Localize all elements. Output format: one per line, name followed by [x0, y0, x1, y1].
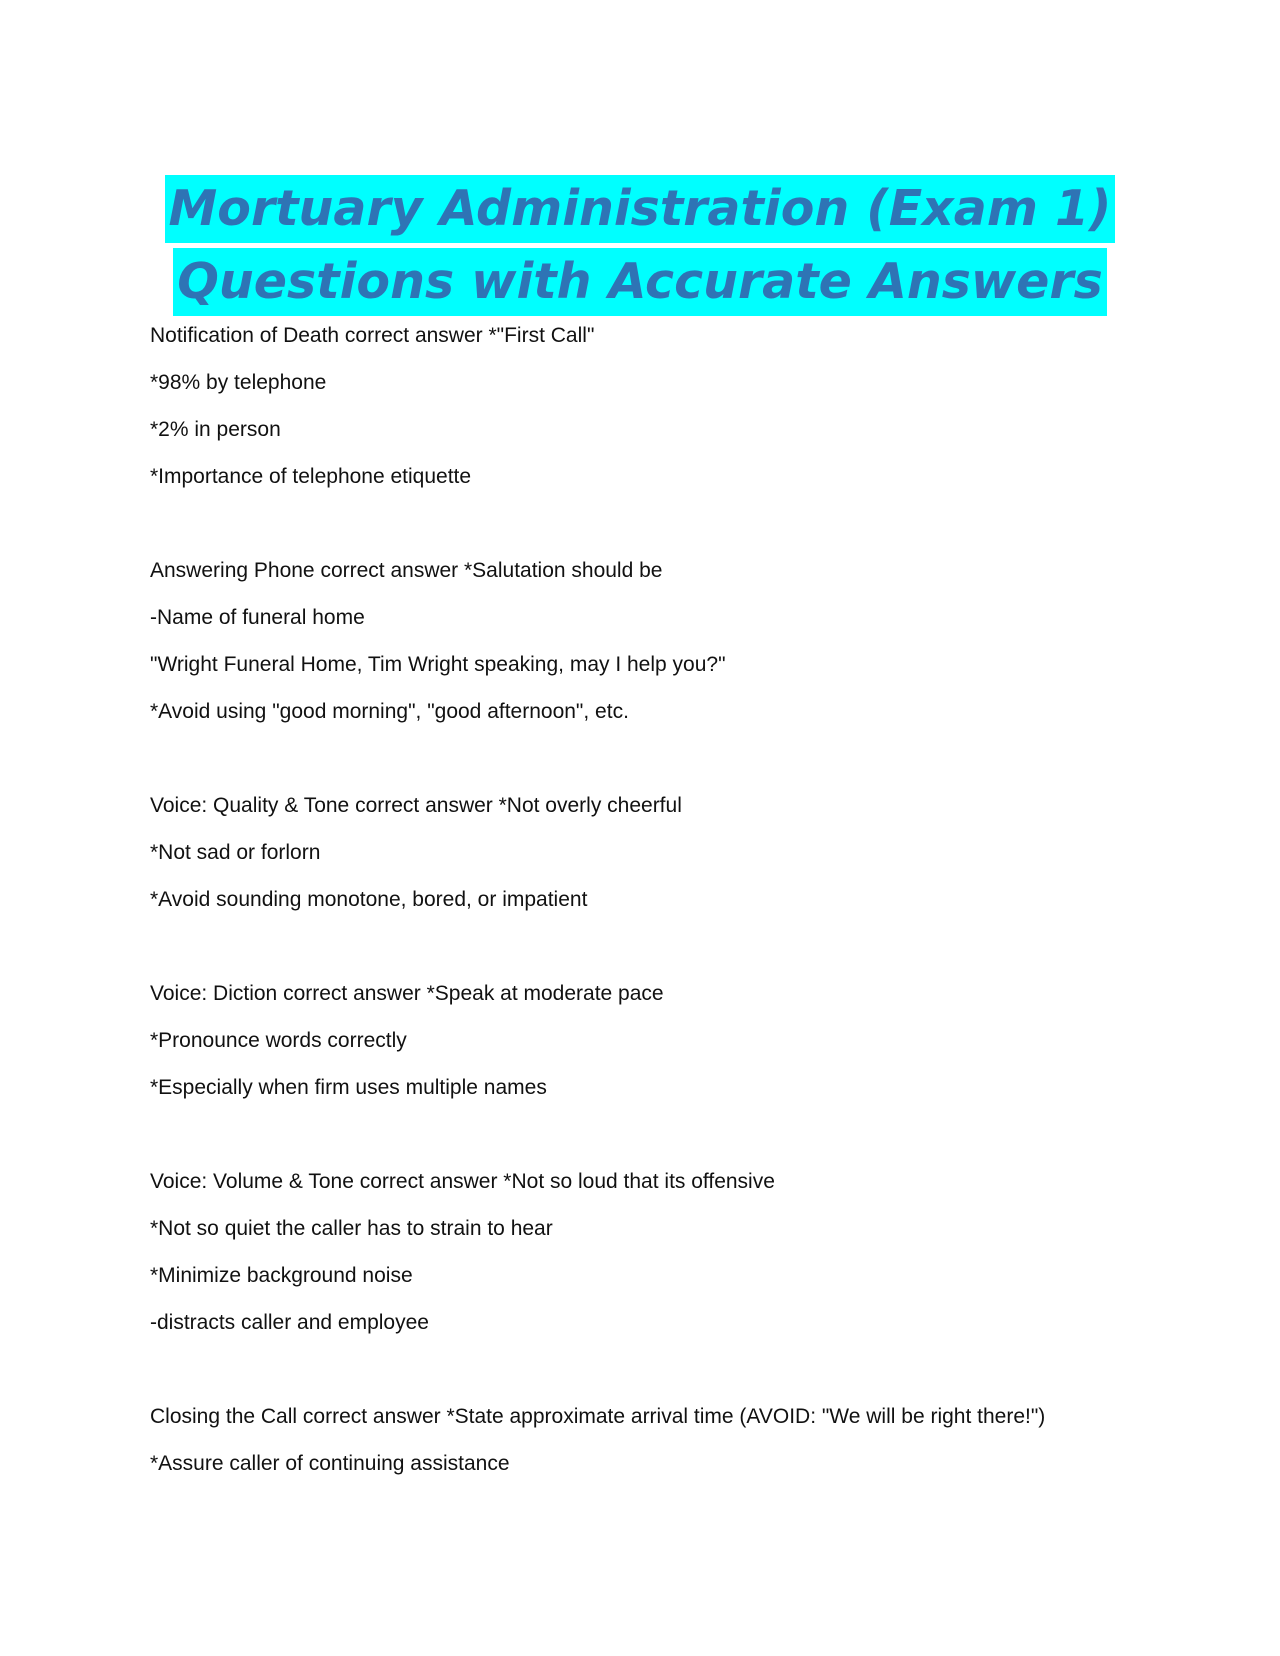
section-gap — [150, 741, 1150, 788]
question-line: Voice: Volume & Tone correct answer *Not so loud that its offensive — [150, 1170, 775, 1193]
question-line: Closing the Call correct answer *State approximate arrival time (AVOID: "We will be right there!") — [150, 1405, 1046, 1428]
answer-line: *Minimize background noise — [150, 1264, 413, 1287]
document-body — [150, 318, 1150, 1493]
answer-line: *Avoid sounding monotone, bored, or impatient — [150, 888, 588, 911]
answer-line: *Not sad or forlorn — [150, 841, 321, 864]
section-gap — [150, 1117, 1150, 1164]
answer-line: *Avoid using "good morning", "good afternoon", etc. — [150, 700, 629, 723]
question-line: Answering Phone correct answer *Salutation should be — [150, 559, 663, 582]
answer-line: *Importance of telephone etiquette — [150, 465, 472, 488]
qa-section-voice-diction — [150, 976, 1150, 1117]
document-title — [0, 175, 1280, 321]
answer-line: *2% in person — [150, 418, 281, 441]
answer-line: *Assure caller of continuing assistance — [150, 1452, 510, 1475]
answer-line: *Especially when firm uses multiple names — [150, 1076, 547, 1099]
qa-section-closing-call — [150, 1399, 1150, 1493]
answer-line: "Wright Funeral Home, Tim Wright speaking, may I help you?" — [150, 653, 726, 676]
answer-line: *98% by telephone — [150, 371, 327, 394]
qa-section-first-call — [150, 318, 1150, 506]
section-gap — [150, 929, 1150, 976]
question-line: Notification of Death correct answer *"First Call" — [150, 324, 595, 347]
title-line-1: Mortuary Administration (Exam 1) — [165, 175, 1116, 243]
answer-line: -Name of funeral home — [150, 606, 365, 629]
title-line-2: Questions with Accurate Answers — [173, 248, 1107, 316]
question-line: Voice: Diction correct answer *Speak at moderate pace — [150, 982, 664, 1005]
qa-section-answering-phone — [150, 553, 1150, 741]
qa-section-voice-volume — [150, 1164, 1150, 1352]
answer-line: *Pronounce words correctly — [150, 1029, 407, 1052]
question-line: Voice: Quality & Tone correct answer *Not overly cheerful — [150, 794, 682, 817]
answer-line: -distracts caller and employee — [150, 1311, 429, 1334]
qa-section-voice-quality — [150, 788, 1150, 929]
answer-line: *Not so quiet the caller has to strain to hear — [150, 1217, 553, 1240]
section-gap — [150, 506, 1150, 553]
section-gap — [150, 1352, 1150, 1399]
